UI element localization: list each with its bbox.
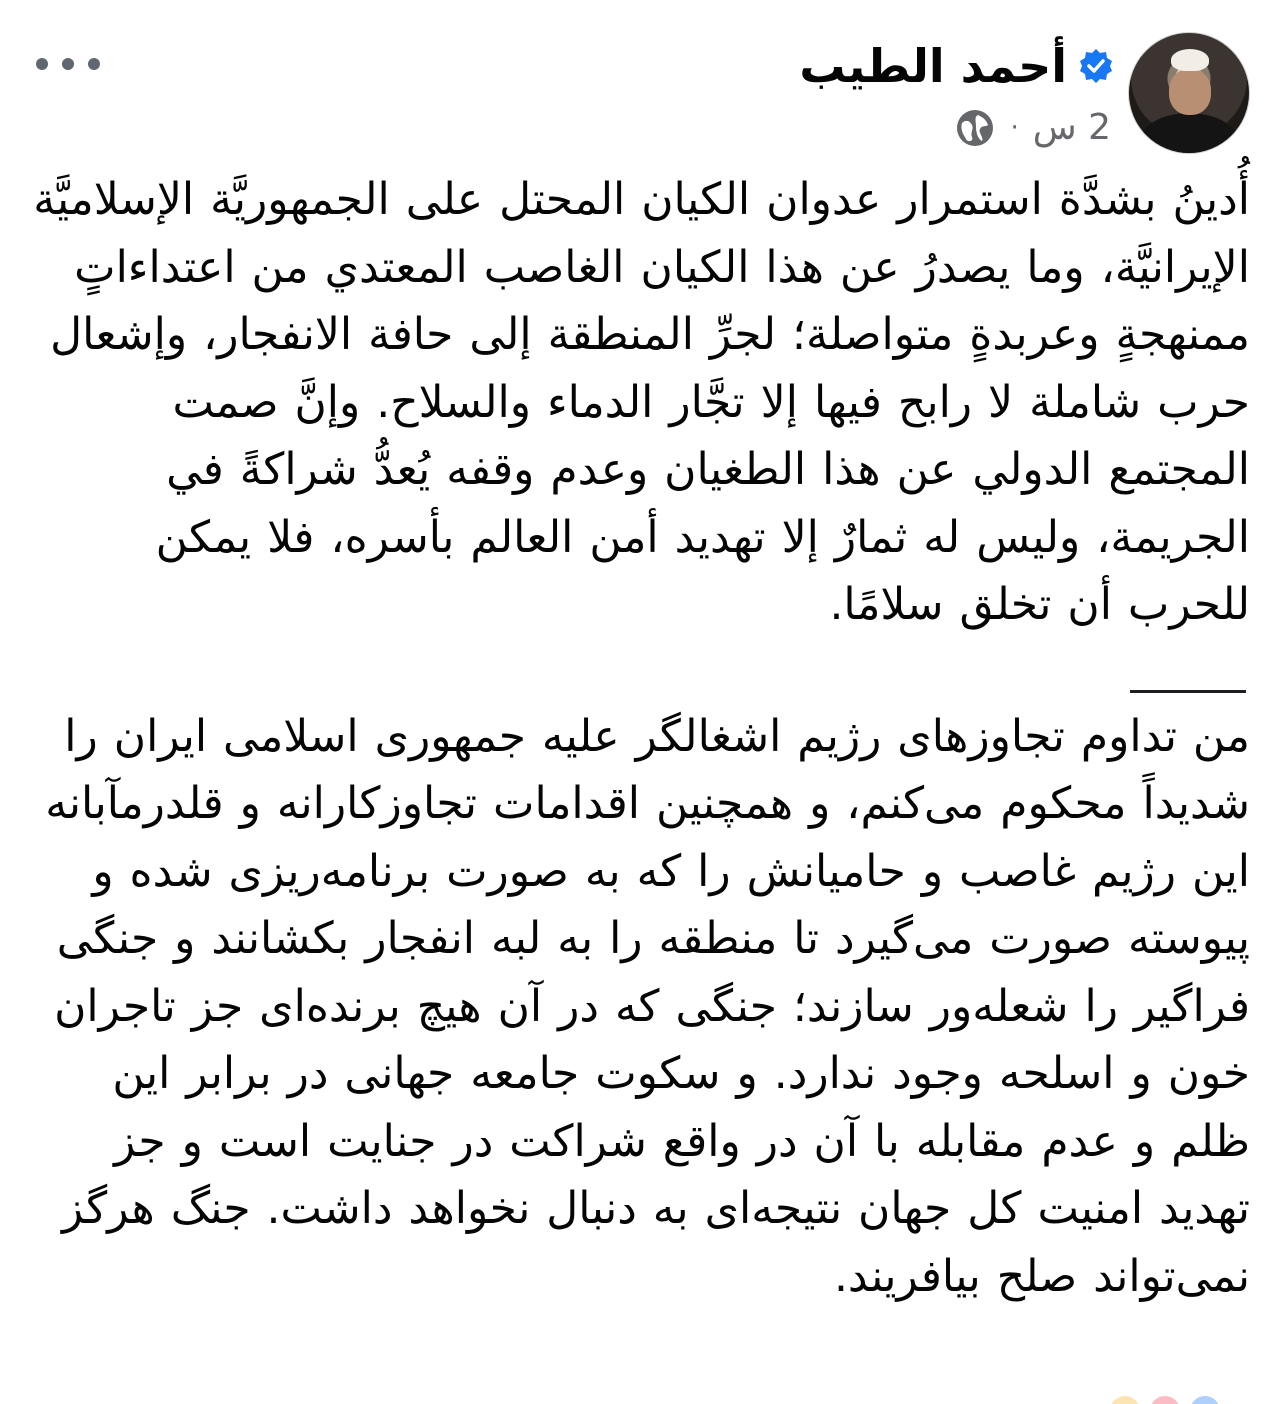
post-text-persian: من تداوم تجاوزهای رژیم اشغالگر علیه جمهوری اسلامی ایران را شدیداً محکوم می‌کنم، و همچنین اقدامات تجاوزکارانه و قلدرمآبانه این رژیم غاصب و حامیانش را که به صورت برنامه‌ریزی شده و پیوسته صورت می‌گیرد تا منطقه را به لبه انفجار بکشانند و جنگی فراگیر را شعله‌ور سازند؛ جنگی که در آن هیچ برنده‌ای جز تاجران خون و اسلحه وجود ندارد. و سکوت جامعه جهانی در برابر این ظلم و عدم مقابله با آن در واقع شراکت در جنایت است و جز تهدید امنیت کل جهان نتیجه‌ای به دنبال نخواهد داشت. جنگ هرگز نمی‌تواند صلح بیافریند. [45,710,1250,1302]
text-divider [1130,690,1246,693]
more-dot-icon [62,58,74,70]
more-options-button[interactable] [36,44,100,84]
post-text-arabic: أُدينُ بشدَّة استمرار عدوان الكيان المحتل على الجمهوريَّة الإسلاميَّة الإيرانيَّة، وما يصدرُ عن هذا الكيان الغاصب المعتدي من اعتداءاتٍ ممنهجةٍ وعربدةٍ متواصلة؛ لجرِّ المنطقة إلى حافة الانفجار، وإشعال حرب شاملة لا رابح فيها إلا تجَّار الدماء والسلاح. وإنَّ صمت المجتمع الدولي عن هذا الطغيان وعدم وقفه يُعدُّ شراكةً في الجريمة، وليس له ثمارٌ إلا تهديد أمن العالم بأسره، فلا يمكن للحرب أن تخلق سلامًا. [33,174,1250,630]
author-avatar[interactable] [1128,32,1250,154]
post-header [0,0,1283,160]
author-name-row [799,36,1115,96]
love-reaction-icon [1150,1396,1180,1404]
more-dot-icon [88,58,100,70]
post-body [28,166,1250,1310]
verified-badge-icon [1077,47,1115,85]
reactions-bar-peek [0,1390,1283,1404]
meta-separator: · [1010,113,1019,143]
more-dot-icon [36,58,48,70]
avatar-face [1169,69,1211,115]
like-reaction-icon [1190,1396,1220,1404]
paragraph-gap [28,639,1250,690]
post-timestamp[interactable]: 2 س [1032,107,1111,148]
care-reaction-icon [1110,1396,1140,1404]
author-name[interactable]: أحمد الطيب [799,39,1067,93]
avatar-robe [1139,113,1239,154]
globe-icon[interactable] [954,107,996,149]
avatar-cap [1171,49,1209,71]
post-meta [954,104,1111,152]
